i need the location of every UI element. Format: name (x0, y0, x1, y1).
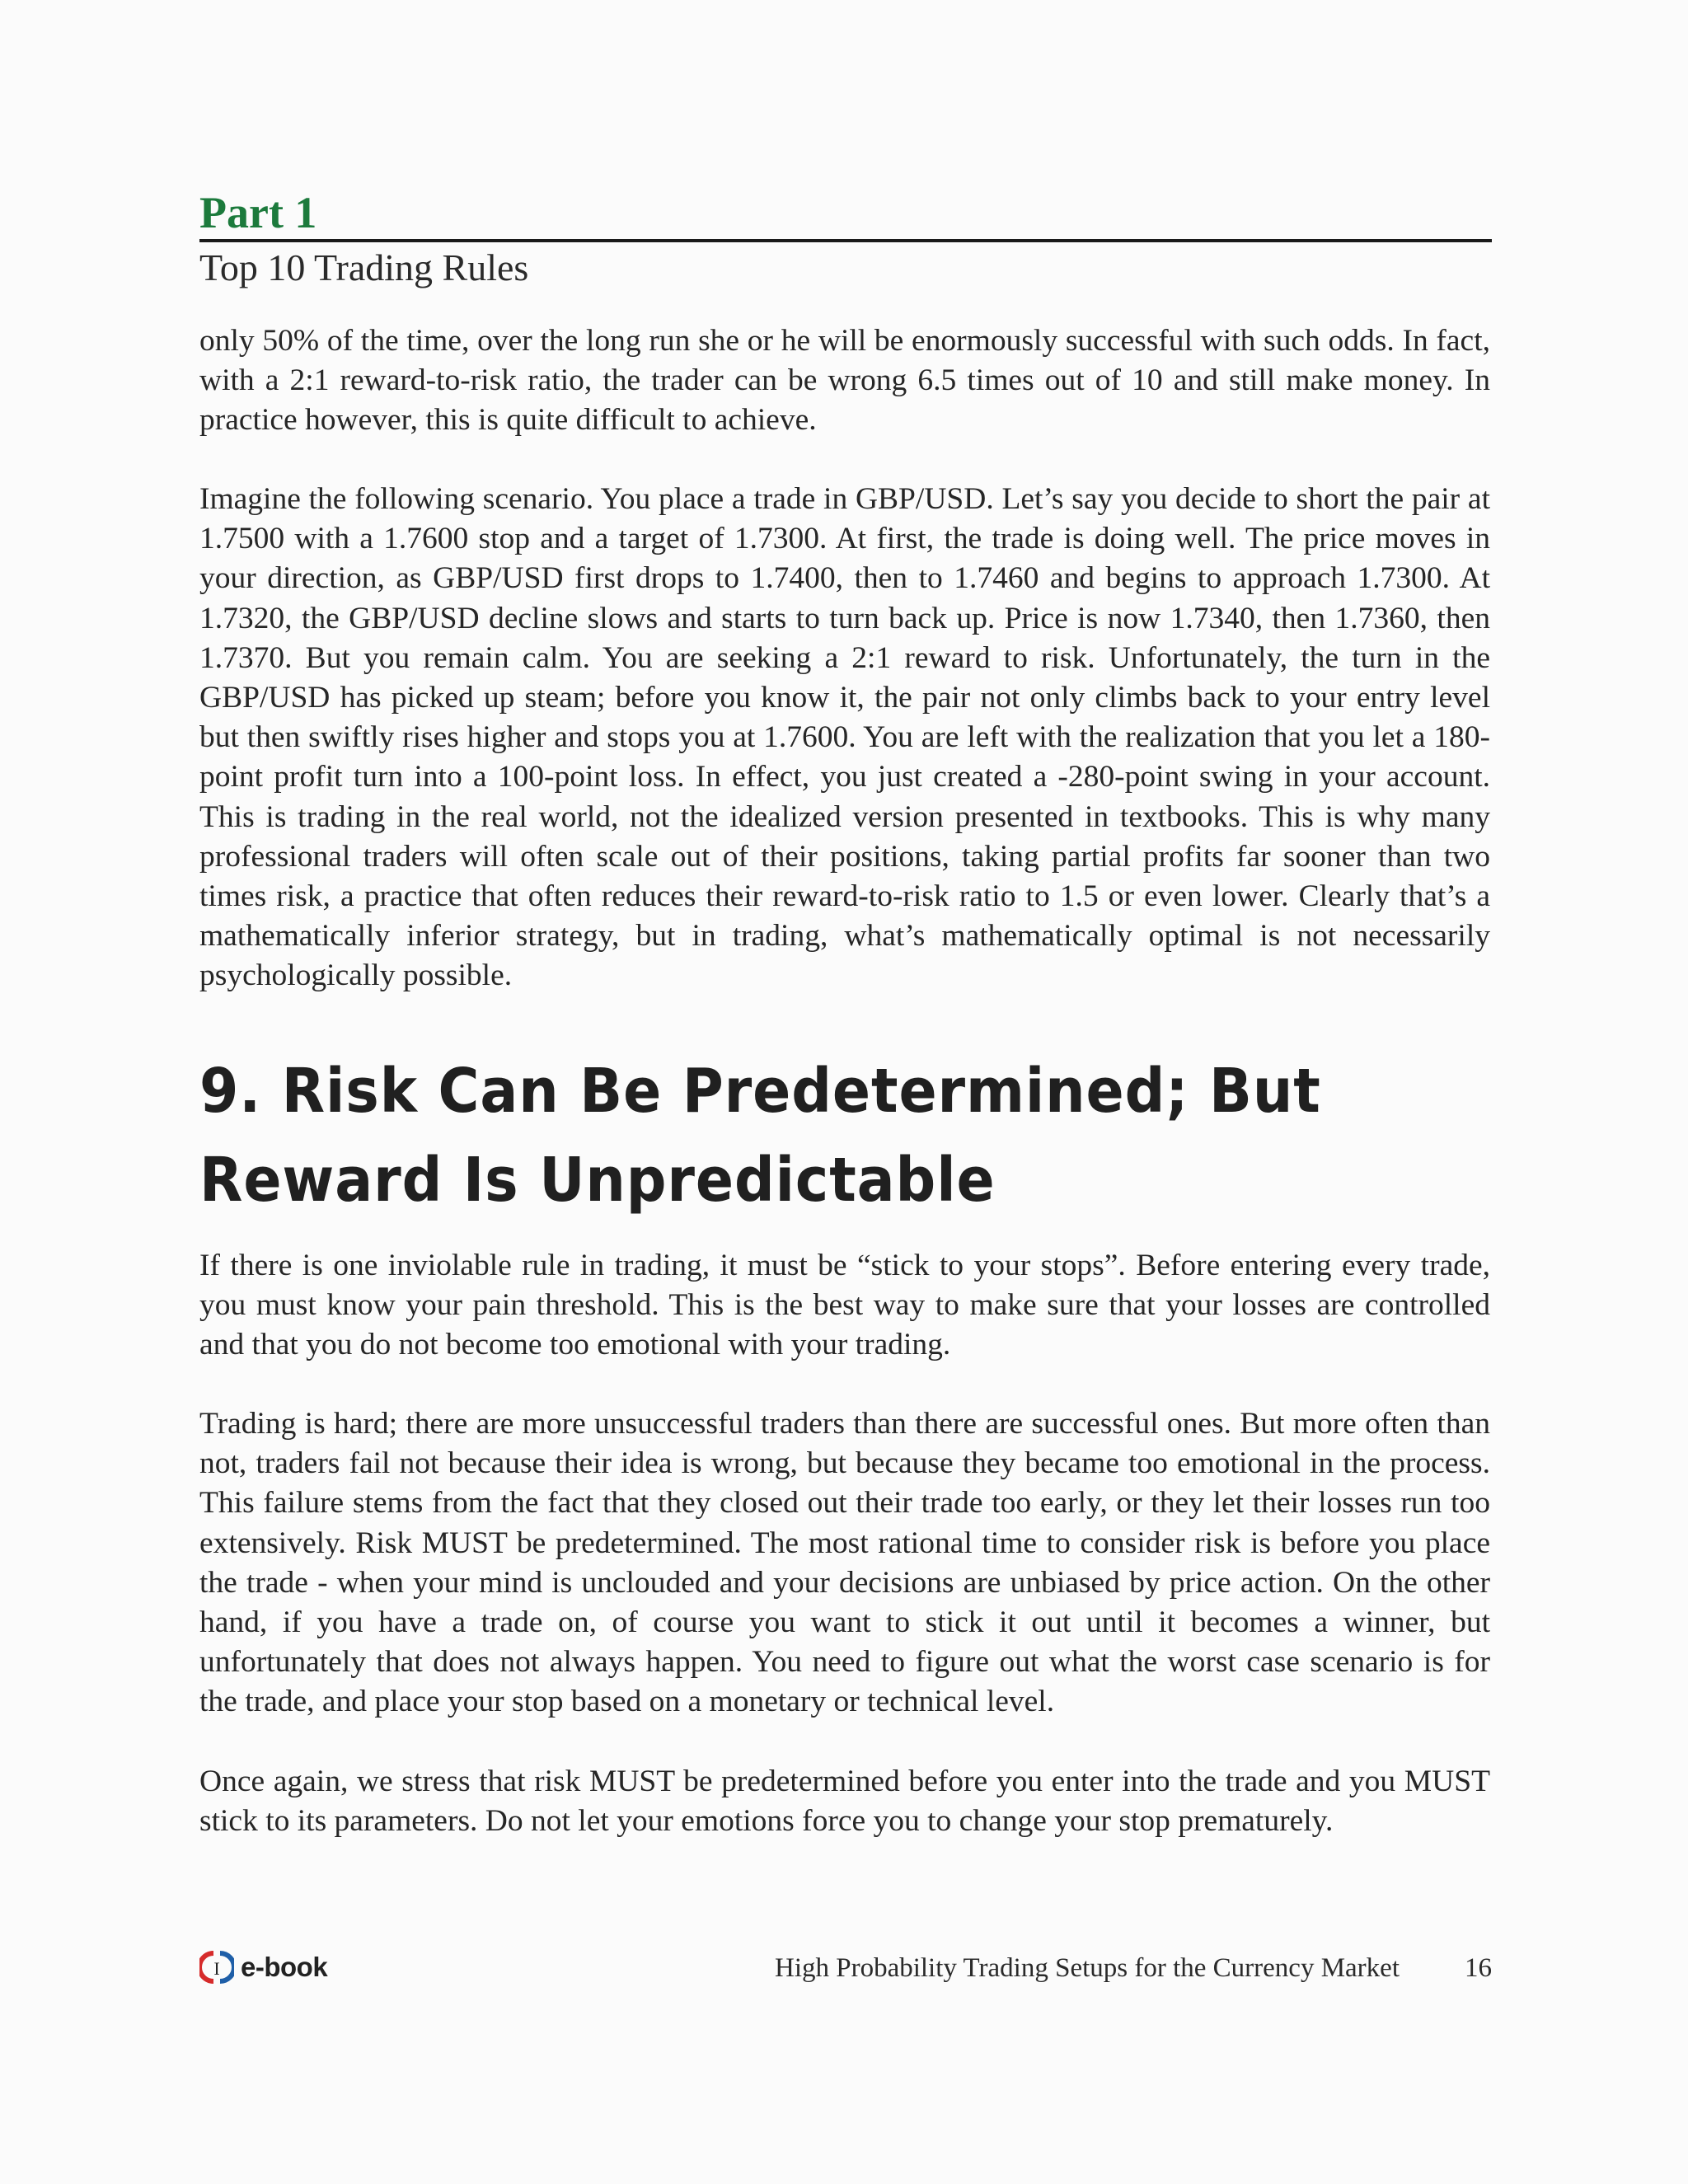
part-label: Part 1 (199, 188, 317, 237)
body-paragraph: only 50% of the time, over the long run she or he will be enormously successful with such odds. In fact, with a 2:1 reward-to-risk ratio, the trader can be wrong 6.5 times out of 10 and still make money. In practice however, this is quite difficult to achieve. (199, 324, 1490, 438)
body-paragraph: Trading is hard; there are more unsuccessful traders than there are successful ones. But more often than not, traders fail not because their idea is wrong, but because they became too emotional in the process. This failure stems from the fact that they closed out their trade too early, or they let their losses run too extensively. Risk MUST be predetermined. The most rational time to consider risk is before you place the trade - when your mind is unclouded and your decisions are unbiased by price action. On the other hand, if you have a trade on, of course you want to stick it out until it becomes a winner, but unfortunately that does not always happen. You need to figure out what the worst case scenario is for the trade, and place your stop based on a monetary or technical level. (199, 1407, 1490, 1719)
ebook-label: e-book (241, 1952, 328, 1982)
body-paragraph: Once again, we stress that risk MUST be predetermined before you enter into the trade and you MUST stick to its parameters. Do not let your emotions force you to change your stop prematurely. (199, 1765, 1490, 1839)
part-subtitle: Top 10 Trading Rules (199, 246, 529, 288)
ebook-logo (199, 1950, 327, 1985)
page-number: 16 (1465, 1953, 1492, 1983)
page-footer (199, 1945, 1492, 1994)
body-paragraph: Imagine the following scenario. You place a trade in GBP/USD. Let’s say you decide to short the pair at 1.7500 with a 1.7600 stop and a target of 1.7300. At first, the trade is doing well. The price moves in your direction, as GBP/USD first drops to 1.7400, then to 1.7460 and begins to approach 1.7300. At 1.7320, the GBP/USD decline slows and starts to turn back up. Price is now 1.7340, then 1.7360, then 1.7370. But you remain calm. You are seeking a 2:1 reward to risk. Unfortunately, the turn in the GBP/USD has picked up steam; before you know it, the pair not only climbs back to your entry level but then swiftly rises higher and stops you at 1.7600. You are left with the realization that you let a 180-point profit turn into a 100-point loss. In effect, you just created a -280-point swing in your account. This is trading in the real world, not the idealized version presented in textbooks. This is why many professional traders will often scale out of their positions, taking partial profits far sooner than two times risk, a practice that often reduces their reward-to-risk ratio to 1.5 or even lower. Clearly that’s a mathematically inferior strategy, but in trading, what’s mathematically optimal is not necessarily psychologically possible. (199, 482, 1490, 993)
svg-text:I: I (213, 1958, 220, 1979)
header-divider (199, 239, 1492, 242)
book-title: High Probability Trading Setups for the Currency Market (774, 1953, 1400, 1983)
section-heading: 9. Risk Can Be Predetermined; But Reward Is Unpredictable (199, 1056, 1321, 1216)
page-header (199, 188, 1492, 292)
body-paragraph: If there is one inviolable rule in trading, it must be “stick to your stops”. Before entering every trade, you must know your pain threshold. This is the best way to make sure that your losses are controlled and that you do not become too emotional with your trading. (199, 1249, 1490, 1362)
investopedia-logo-icon (199, 1950, 234, 1985)
